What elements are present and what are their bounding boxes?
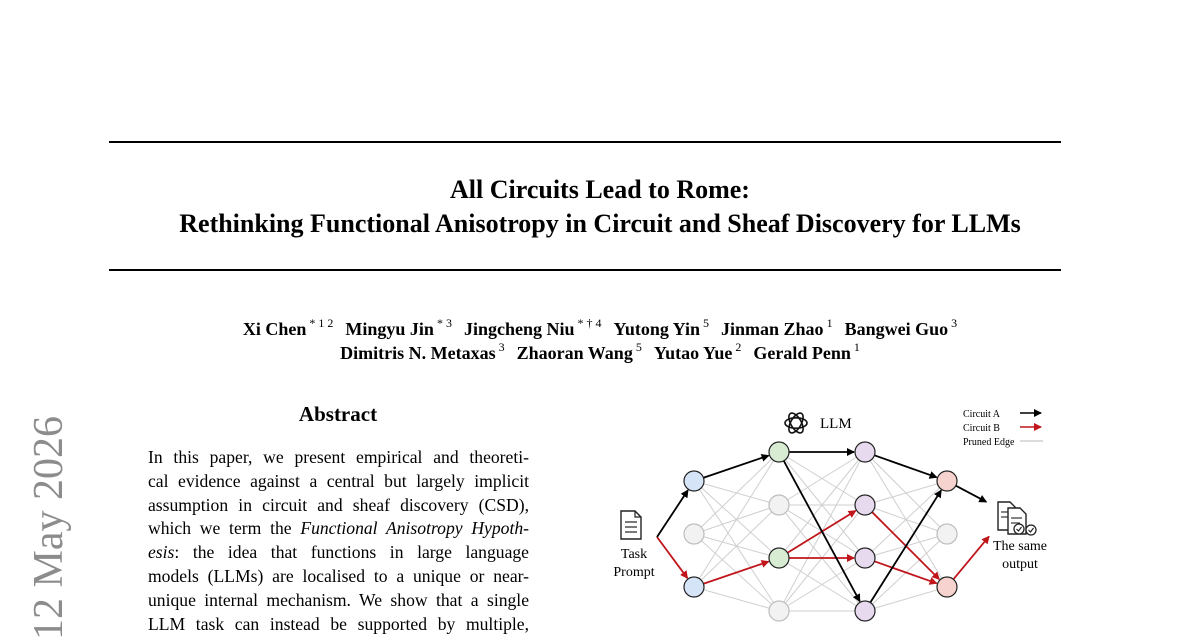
abstract-line [148, 470, 529, 494]
author-name-text: Mingyu Jin [345, 319, 434, 339]
circuit-a-edge [703, 456, 768, 478]
llm-logo-icon [785, 411, 807, 435]
network-node [855, 601, 875, 621]
abstract-emphasis: Functional Anisotropy Hypoth- [300, 518, 529, 539]
circuit-figure [600, 398, 1060, 630]
author-name-text: Zhaoran Wang [516, 343, 633, 363]
abstract-text: assumption in circuit and sheaf discovery (CSD), [148, 494, 529, 515]
author-name-text: Xi Chen [242, 319, 307, 339]
abstract-line [148, 494, 529, 518]
abstract-text: : the idea that functions in large language [174, 542, 529, 563]
author-affiliation: * † 4 [577, 316, 602, 330]
author-affiliation: 5 [635, 340, 642, 354]
abstract-line [148, 613, 529, 637]
bottom-rule [109, 269, 1061, 271]
network-node [684, 471, 704, 491]
abstract-line [148, 541, 529, 565]
author-name-text: Jinman Zhao [721, 319, 824, 339]
circuit-a-edge [956, 486, 986, 502]
network-node [769, 442, 789, 462]
abstract-text: cal evidence against a central but largely implicit [148, 470, 529, 491]
author-affiliation: * 3 [436, 316, 452, 330]
author-name [753, 340, 860, 363]
network-node [937, 577, 957, 597]
output-documents-icon [998, 502, 1036, 535]
pruned-edge [694, 452, 779, 587]
author-name-text: Gerald Penn [753, 343, 851, 363]
author-affiliation: 3 [498, 340, 505, 354]
abstract-line [148, 565, 529, 589]
llm-label: LLM [820, 416, 852, 432]
abstract-text: In this paper, we present empirical and theoreti- [148, 447, 529, 467]
network-node [684, 524, 704, 544]
circuit-a-edge [870, 490, 941, 602]
task-label-line-2: Prompt [613, 565, 655, 580]
legend [963, 409, 1043, 448]
author-affiliation: 2 [735, 340, 742, 354]
author-affiliation: 1 [853, 340, 860, 354]
author-name [653, 340, 742, 363]
author-name-text: Yutao Yue [653, 343, 733, 363]
abstract-body [148, 446, 529, 636]
paper-title-line-2: Rethinking Functional Anisotropy in Circuit and Sheaf Discovery for LLMs [179, 209, 1021, 238]
paper-title-line-1: All Circuits Lead to Rome: [450, 175, 750, 204]
network-node [855, 442, 875, 462]
network-node [937, 524, 957, 544]
circuit-b-edge [953, 536, 989, 579]
network-node [769, 548, 789, 568]
top-rule [109, 141, 1061, 143]
legend-label-pruned-edge: Pruned Edge [963, 437, 1015, 448]
abstract-text: unique internal mechanism. We show that a single [148, 589, 529, 610]
network-node [855, 548, 875, 568]
author-name-text: Jingcheng Niu [463, 319, 575, 339]
network-node [684, 577, 704, 597]
abstract-text: which we term the [148, 518, 301, 539]
author-name-text: Dimitris N. Metaxas [340, 343, 496, 363]
circuit-a-edge [657, 490, 688, 537]
output-label-line-2: output [1002, 557, 1038, 572]
author-name [516, 340, 642, 363]
circuit-a-edge [874, 455, 936, 477]
author-affiliation: * 1 2 [309, 316, 334, 330]
legend-label-circuit-a: Circuit A [963, 409, 1000, 420]
circuit-a-edges [657, 452, 986, 603]
abstract-line [148, 446, 529, 470]
arxiv-date-stamp: 12 May 2026 [26, 416, 72, 640]
network-node [937, 471, 957, 491]
abstract-text: LLM task can instead be supported by multiple, [148, 613, 529, 634]
network-node [855, 495, 875, 515]
abstract-line [148, 589, 529, 613]
author-name-text: Bangwei Guo [844, 319, 949, 339]
task-label-line-1: Task [620, 547, 648, 562]
author-name [340, 340, 505, 363]
network-node [769, 495, 789, 515]
network-node [769, 601, 789, 621]
legend-label-circuit-b: Circuit B [963, 423, 1000, 434]
author-name-text: Yutong Yin [613, 319, 701, 339]
output-label-line-1: The same [992, 539, 1048, 554]
abstract-heading: Abstract [298, 402, 378, 426]
author-list-line-2 [0, 336, 1200, 365]
document-icon [621, 511, 641, 539]
abstract-text: models (LLMs) are localised to a unique or near- [148, 565, 529, 586]
circuit-b-edge [657, 537, 687, 578]
abstract-line [148, 517, 529, 541]
author-affiliation: 1 [826, 316, 833, 330]
abstract-emphasis: esis [148, 542, 175, 563]
author-affiliation: 5 [703, 316, 710, 330]
author-affiliation: 3 [951, 316, 958, 330]
